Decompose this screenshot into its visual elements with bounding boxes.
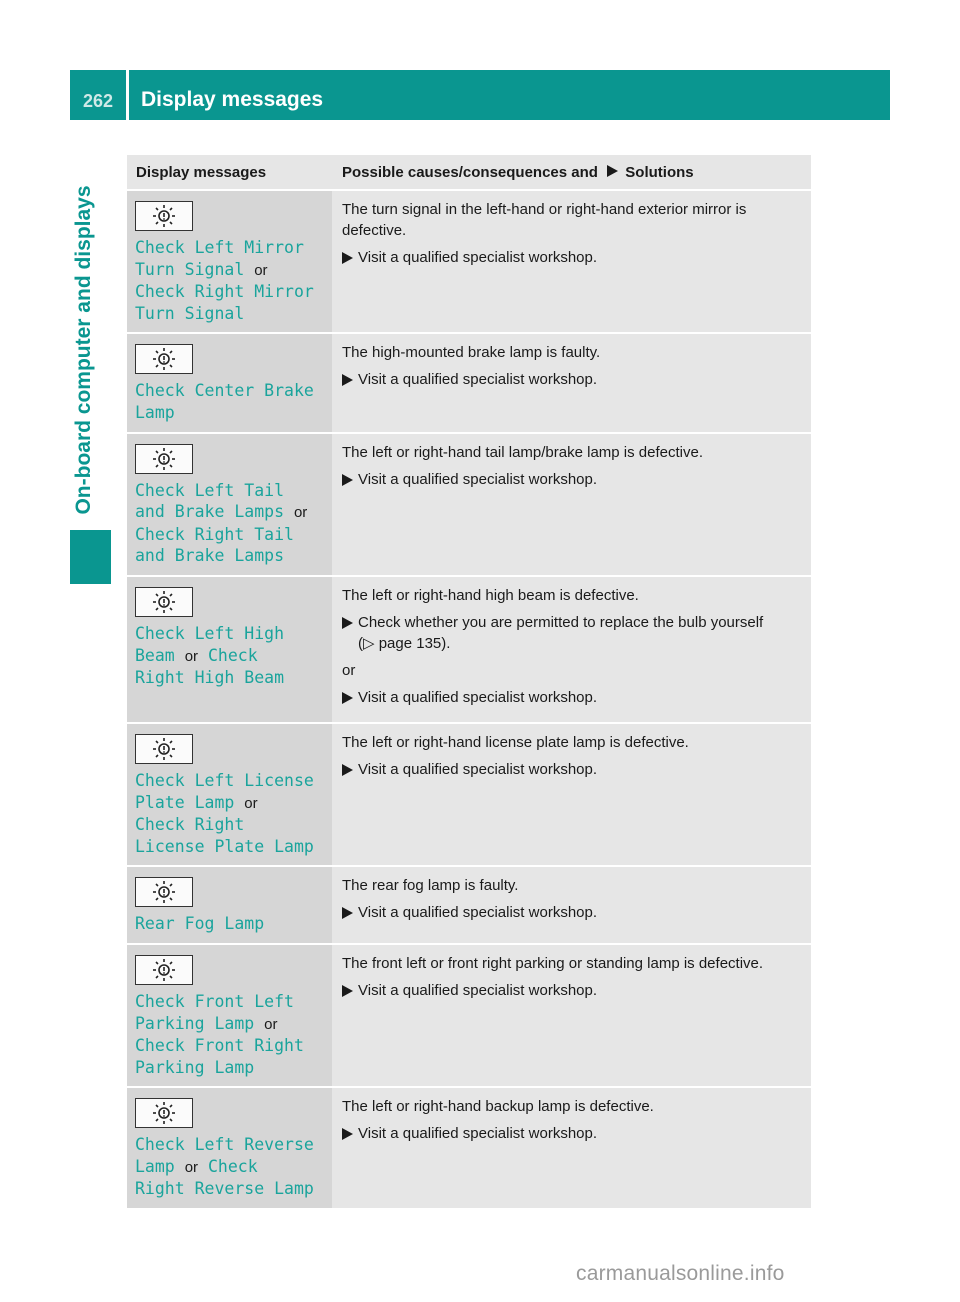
display-text: Beam <box>135 645 175 665</box>
display-text: Check Right Mirror <box>135 282 314 302</box>
display-text: Check Center Brake <box>135 381 314 401</box>
table-row <box>127 433 811 576</box>
display-text: Check Left High <box>135 623 285 643</box>
display-text: Parking Lamp <box>135 1013 255 1033</box>
display-message-cell <box>127 944 332 1087</box>
arrow-right-icon <box>342 247 358 268</box>
bulb-warning-icon <box>135 444 193 474</box>
cause-text: The left or right-hand high beam is defective. <box>342 586 639 604</box>
arrow-right-icon <box>342 902 358 923</box>
solution-step <box>342 1123 801 1144</box>
solution-step <box>342 612 801 654</box>
bulb-warning-icon <box>135 955 193 985</box>
display-text: Turn Signal <box>135 303 245 323</box>
arrow-right-icon <box>342 612 358 654</box>
arrow-right-icon <box>342 980 358 1001</box>
solution-text: Visit a qualified specialist workshop. <box>358 470 598 488</box>
display-text: Plate Lamp <box>135 792 235 812</box>
cause-text: The left or right-hand license plate lamp is defective. <box>342 733 689 751</box>
side-tab-marker <box>70 530 111 584</box>
display-message-cell <box>127 866 332 944</box>
display-text: and Brake Lamps <box>135 546 285 566</box>
or-text: or <box>293 504 308 522</box>
arrow-right-icon <box>342 469 358 490</box>
bulb-warning-icon <box>135 201 193 231</box>
table-row <box>127 190 811 333</box>
display-text: Check Front Left <box>135 991 294 1011</box>
display-text: License Plate Lamp <box>135 836 314 856</box>
header-divider <box>126 70 129 120</box>
display-text: Turn Signal <box>135 259 245 279</box>
bulb-warning-icon <box>135 877 193 907</box>
display-text: Lamp <box>135 1156 175 1176</box>
table-row <box>127 944 811 1087</box>
display-text: Check Left Reverse <box>135 1135 314 1155</box>
display-message-cell <box>127 333 332 432</box>
arrow-right-icon <box>342 369 358 390</box>
display-text: Parking Lamp <box>135 1057 255 1077</box>
arrow-right-icon <box>342 759 358 780</box>
page-reference-link[interactable]: (▷ page 135). <box>358 634 451 652</box>
cause-text: The high-mounted brake lamp is faulty. <box>342 344 601 362</box>
display-text: Check Left Tail <box>135 480 285 500</box>
display-text: Lamp <box>135 402 175 422</box>
solution-text: Visit a qualified specialist workshop. <box>358 904 598 922</box>
solution-text: Visit a qualified specialist workshop. <box>358 688 598 706</box>
solution-text: Visit a qualified specialist workshop. <box>358 249 598 266</box>
display-text: Check Front Right <box>135 1036 304 1056</box>
column-header-causes-text: Possible causes/consequences and <box>342 163 598 181</box>
arrow-right-icon <box>342 687 358 708</box>
cause-solution-cell <box>332 190 811 333</box>
side-tab-label: On-board computer and displays <box>72 185 95 515</box>
table-header-row <box>127 155 811 190</box>
arrow-right-icon <box>605 164 619 178</box>
or-text: or <box>342 661 356 679</box>
column-header-display-messages: Display messages <box>127 155 332 190</box>
cause-text: The front left or front right parking or standing lamp is defective. <box>342 954 764 972</box>
table-row <box>127 576 811 723</box>
cause-text: The left or right-hand backup lamp is defective. <box>342 1098 654 1116</box>
table-row <box>127 866 811 944</box>
display-text: Check <box>207 645 258 665</box>
solution-step <box>342 469 801 490</box>
display-message-cell <box>127 723 332 866</box>
bulb-warning-icon <box>135 734 193 764</box>
page-number: 262 <box>82 91 114 111</box>
cause-solution-cell <box>332 433 811 576</box>
or-text: or <box>184 1158 199 1176</box>
cause-solution-cell <box>332 1087 811 1209</box>
or-text: or <box>264 1015 278 1033</box>
cause-solution-cell <box>332 944 811 1087</box>
column-header-solutions-text: Solutions <box>625 163 694 181</box>
column-header-causes-solutions <box>332 155 811 190</box>
cause-solution-cell <box>332 723 811 866</box>
solution-step <box>342 980 801 1001</box>
or-text: or <box>254 261 268 279</box>
solution-step <box>342 247 801 268</box>
bulb-warning-icon <box>135 1098 193 1128</box>
cause-solution-cell <box>332 333 811 432</box>
watermark: carmanualsonline.info <box>576 1262 785 1285</box>
solution-text: Visit a qualified specialist workshop. <box>358 1125 598 1143</box>
solution-step <box>342 687 801 708</box>
display-message-cell <box>127 433 332 576</box>
table-row <box>127 723 811 866</box>
display-text: Check Left Mirror <box>135 238 304 257</box>
or-text: or <box>184 647 199 665</box>
solution-step <box>342 759 801 780</box>
display-text: Right High Beam <box>135 668 285 688</box>
cause-text: The turn signal in the left-hand or right-hand exterior mirror is defective. <box>342 201 747 239</box>
display-text: Check Right <box>135 815 245 835</box>
display-message-cell <box>127 190 332 333</box>
display-text: Right Reverse Lamp <box>135 1179 314 1199</box>
cause-text: The rear fog lamp is faulty. <box>342 877 519 895</box>
cause-solution-cell <box>332 576 811 723</box>
arrow-right-icon <box>342 1123 358 1144</box>
cause-solution-cell <box>332 866 811 944</box>
solution-text: Visit a qualified specialist workshop. <box>358 981 598 999</box>
display-text: Check Right Tail <box>135 524 294 544</box>
cause-text: The left or right-hand tail lamp/brake lamp is defective. <box>342 443 704 461</box>
display-messages-table <box>127 155 811 1210</box>
bulb-warning-icon <box>135 344 193 374</box>
solution-text: Check whether you are permitted to replace the bulb yourself <box>358 613 764 631</box>
bulb-warning-icon <box>135 587 193 617</box>
solution-step <box>342 902 801 923</box>
table-row <box>127 333 811 432</box>
page-title: Display messages <box>141 88 324 111</box>
table-row <box>127 1087 811 1209</box>
solution-text: Visit a qualified specialist workshop. <box>358 760 598 778</box>
display-message-cell <box>127 1087 332 1209</box>
display-text: Rear Fog Lamp <box>135 914 265 934</box>
display-message-cell <box>127 576 332 723</box>
solution-step <box>342 369 801 390</box>
display-text: Check Left License <box>135 770 314 790</box>
display-text: Check <box>207 1156 258 1176</box>
display-text: and Brake Lamps <box>135 502 285 522</box>
solution-text: Visit a qualified specialist workshop. <box>358 371 598 389</box>
or-text: or <box>244 794 258 812</box>
